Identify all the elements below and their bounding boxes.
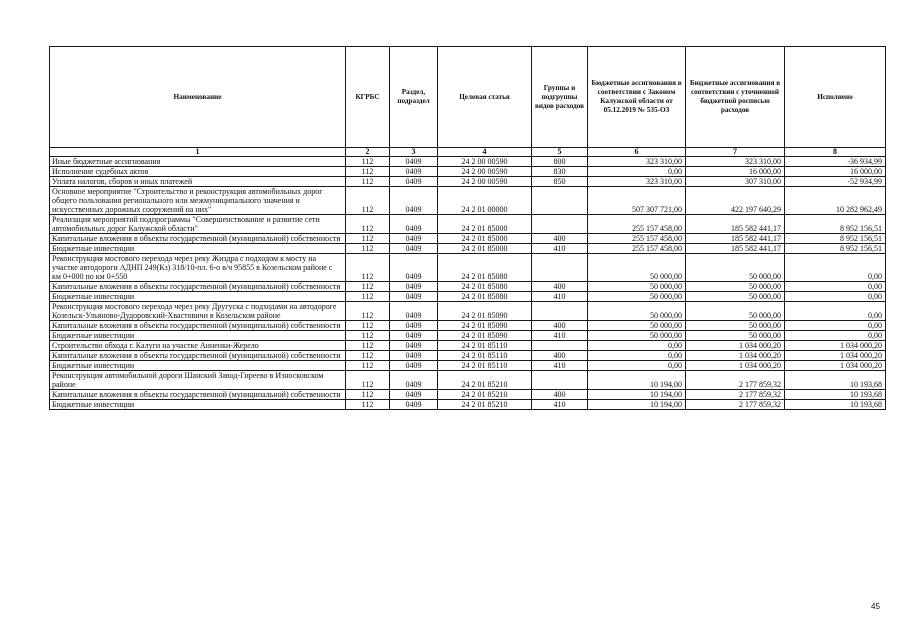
cell-law-allocation: 50 000,00	[588, 254, 686, 282]
column-number: 3	[390, 148, 438, 157]
table-row	[50, 371, 886, 390]
cell-name: Реконструкция автомобильной дороги Шанский Завод-Гиреево в Износковском районе	[50, 371, 346, 390]
cell-group: 410	[532, 361, 588, 371]
cell-refined-allocation: 422 197 640,29	[686, 187, 785, 215]
cell-kgrbs: 112	[346, 351, 390, 361]
cell-kgrbs: 112	[346, 361, 390, 371]
cell-name: Строительство обхода г. Калуги на участке Анненки-Жерело	[50, 341, 346, 351]
column-number-row	[50, 148, 886, 157]
cell-group	[532, 302, 588, 321]
cell-law-allocation: 50 000,00	[588, 282, 686, 292]
cell-law-allocation: 0,00	[588, 167, 686, 177]
cell-group: 400	[532, 390, 588, 400]
cell-group	[532, 254, 588, 282]
cell-executed: 1 034 000,20	[785, 361, 886, 371]
cell-law-allocation: 10 194,00	[588, 400, 686, 410]
cell-section: 0409	[390, 341, 438, 351]
cell-name: Бюджетные инвестиции	[50, 361, 346, 371]
table-row	[50, 361, 886, 371]
cell-name: Основное мероприятие "Строительство и реконструкция автомобильных дорог общего пользования регионального или межмуниципального значения и искусственных дорожных сооружений на них"	[50, 187, 346, 215]
header-target: Целевая статья	[438, 47, 532, 148]
cell-target: 24 2 01 85080	[438, 292, 532, 302]
cell-section: 0409	[390, 400, 438, 410]
cell-group: 400	[532, 282, 588, 292]
column-number: 6	[588, 148, 686, 157]
header-kgrbs: КГРБС	[346, 47, 390, 148]
cell-target: 24 2 00 00590	[438, 157, 532, 167]
cell-group: 410	[532, 292, 588, 302]
cell-group: 850	[532, 177, 588, 187]
cell-target: 24 2 01 85110	[438, 341, 532, 351]
cell-group	[532, 371, 588, 390]
cell-law-allocation: 255 157 458,00	[588, 244, 686, 254]
cell-kgrbs: 112	[346, 321, 390, 331]
cell-name: Иные бюджетные ассигнования	[50, 157, 346, 167]
cell-executed: 0,00	[785, 321, 886, 331]
cell-refined-allocation: 50 000,00	[686, 331, 785, 341]
cell-refined-allocation: 1 034 000,20	[686, 361, 785, 371]
cell-group: 400	[532, 321, 588, 331]
cell-executed: 10 282 962,49	[785, 187, 886, 215]
cell-law-allocation: 0,00	[588, 341, 686, 351]
cell-section: 0409	[390, 244, 438, 254]
cell-kgrbs: 112	[346, 341, 390, 351]
table-row	[50, 282, 886, 292]
cell-section: 0409	[390, 351, 438, 361]
cell-law-allocation: 323 310,00	[588, 157, 686, 167]
cell-section: 0409	[390, 177, 438, 187]
cell-law-allocation: 50 000,00	[588, 331, 686, 341]
cell-target: 24 2 01 00000	[438, 187, 532, 215]
column-number: 5	[532, 148, 588, 157]
cell-refined-allocation: 1 034 000,20	[686, 351, 785, 361]
cell-refined-allocation: 50 000,00	[686, 282, 785, 292]
cell-name: Капитальные вложения в объекты государственной (муниципальной) собственности	[50, 351, 346, 361]
cell-group: 410	[532, 244, 588, 254]
cell-section: 0409	[390, 254, 438, 282]
column-number: 4	[438, 148, 532, 157]
cell-refined-allocation: 50 000,00	[686, 302, 785, 321]
cell-executed: 10 193,68	[785, 371, 886, 390]
cell-group	[532, 215, 588, 234]
cell-target: 24 2 01 85000	[438, 215, 532, 234]
column-number: 1	[50, 148, 346, 157]
cell-target: 24 2 01 85110	[438, 361, 532, 371]
cell-section: 0409	[390, 390, 438, 400]
table-row	[50, 167, 886, 177]
cell-section: 0409	[390, 187, 438, 215]
table-row	[50, 187, 886, 215]
page-number: 45	[871, 602, 880, 611]
table-row	[50, 390, 886, 400]
cell-refined-allocation: 50 000,00	[686, 321, 785, 331]
budget-report-sheet	[49, 46, 885, 410]
table-row	[50, 244, 886, 254]
cell-law-allocation: 0,00	[588, 351, 686, 361]
cell-name: Бюджетные инвестиции	[50, 331, 346, 341]
header-name: Наименование	[50, 47, 346, 148]
cell-law-allocation: 255 157 458,00	[588, 234, 686, 244]
cell-executed: -52 934,99	[785, 177, 886, 187]
cell-executed: 0,00	[785, 292, 886, 302]
cell-executed: 8 952 156,51	[785, 215, 886, 234]
cell-executed: 0,00	[785, 331, 886, 341]
table-row	[50, 400, 886, 410]
cell-law-allocation: 10 194,00	[588, 371, 686, 390]
table-row	[50, 292, 886, 302]
cell-name: Исполнение судебных актов	[50, 167, 346, 177]
cell-name: Бюджетные инвестиции	[50, 400, 346, 410]
column-number: 2	[346, 148, 390, 157]
table-row	[50, 157, 886, 167]
cell-kgrbs: 112	[346, 254, 390, 282]
cell-target: 24 2 01 85210	[438, 390, 532, 400]
cell-name: Реконструкция мостового перехода через реку Жиздра с подходом к мосту на участке автодороги АДНП 249(Кз) 318/10-пл. 6-о в/ч 95855 в Козельском районе с км 0+000 по км 0+550	[50, 254, 346, 282]
cell-kgrbs: 112	[346, 234, 390, 244]
cell-executed: 0,00	[785, 254, 886, 282]
cell-executed: 10 193,68	[785, 400, 886, 410]
cell-target: 24 2 01 85110	[438, 351, 532, 361]
cell-group: 830	[532, 167, 588, 177]
cell-name: Капитальные вложения в объекты государственной (муниципальной) собственности	[50, 390, 346, 400]
cell-target: 24 2 01 85090	[438, 331, 532, 341]
cell-section: 0409	[390, 292, 438, 302]
cell-refined-allocation: 185 582 441,17	[686, 215, 785, 234]
cell-kgrbs: 112	[346, 400, 390, 410]
table-row	[50, 321, 886, 331]
cell-name: Капитальные вложения в объекты государственной (муниципальной) собственности	[50, 282, 346, 292]
cell-group: 410	[532, 331, 588, 341]
table-body	[50, 157, 886, 410]
cell-target: 24 2 01 85090	[438, 302, 532, 321]
cell-name: Реализация мероприятий подпрограммы "Совершенствование и развитие сети автомобильных дорог Калужской области"	[50, 215, 346, 234]
table-row	[50, 234, 886, 244]
cell-refined-allocation: 50 000,00	[686, 292, 785, 302]
table-row	[50, 351, 886, 361]
cell-target: 24 2 01 85080	[438, 254, 532, 282]
cell-section: 0409	[390, 321, 438, 331]
header-groups: Группы и подгруппы видов расходов	[532, 47, 588, 148]
budget-table	[49, 46, 886, 410]
cell-refined-allocation: 307 310,00	[686, 177, 785, 187]
header-law-allocations: Бюджетные ассигнования в соответствии с Законом Калужской области от 05.12.2019 № 535-ОЗ	[588, 47, 686, 148]
header-executed: Исполнено	[785, 47, 886, 148]
cell-refined-allocation: 323 310,00	[686, 157, 785, 167]
column-number: 7	[686, 148, 785, 157]
cell-section: 0409	[390, 282, 438, 292]
cell-refined-allocation: 2 177 859,32	[686, 371, 785, 390]
cell-group	[532, 187, 588, 215]
table-row	[50, 177, 886, 187]
cell-section: 0409	[390, 371, 438, 390]
cell-kgrbs: 112	[346, 292, 390, 302]
cell-group: 800	[532, 157, 588, 167]
cell-executed: 0,00	[785, 302, 886, 321]
cell-executed: 1 034 000,20	[785, 351, 886, 361]
cell-name: Капитальные вложения в объекты государственной (муниципальной) собственности	[50, 234, 346, 244]
cell-refined-allocation: 185 582 441,17	[686, 244, 785, 254]
cell-kgrbs: 112	[346, 187, 390, 215]
cell-kgrbs: 112	[346, 167, 390, 177]
cell-executed: 8 952 156,51	[785, 234, 886, 244]
cell-executed: 10 193,68	[785, 390, 886, 400]
cell-law-allocation: 255 157 458,00	[588, 215, 686, 234]
cell-kgrbs: 112	[346, 215, 390, 234]
cell-law-allocation: 0,00	[588, 361, 686, 371]
table-row	[50, 254, 886, 282]
cell-group	[532, 341, 588, 351]
cell-kgrbs: 112	[346, 390, 390, 400]
table-row	[50, 215, 886, 234]
cell-section: 0409	[390, 157, 438, 167]
table-row	[50, 302, 886, 321]
cell-kgrbs: 112	[346, 282, 390, 292]
cell-kgrbs: 112	[346, 244, 390, 254]
cell-law-allocation: 50 000,00	[588, 302, 686, 321]
table-header	[50, 47, 886, 157]
cell-name: Бюджетные инвестиции	[50, 244, 346, 254]
cell-executed: 0,00	[785, 282, 886, 292]
cell-kgrbs: 112	[346, 331, 390, 341]
cell-name: Бюджетные инвестиции	[50, 292, 346, 302]
cell-executed: -36 934,99	[785, 157, 886, 167]
cell-section: 0409	[390, 167, 438, 177]
cell-refined-allocation: 50 000,00	[686, 254, 785, 282]
cell-law-allocation: 10 194,00	[588, 390, 686, 400]
cell-law-allocation: 507 307 721,00	[588, 187, 686, 215]
header-section: Раздел, подраздел	[390, 47, 438, 148]
cell-section: 0409	[390, 234, 438, 244]
cell-kgrbs: 112	[346, 157, 390, 167]
header-refined-allocations: Бюджетные ассигнования в соответствии с уточненной бюджетной росписью расходов	[686, 47, 785, 148]
cell-refined-allocation: 2 177 859,32	[686, 390, 785, 400]
cell-target: 24 2 01 85090	[438, 321, 532, 331]
cell-law-allocation: 50 000,00	[588, 321, 686, 331]
table-row	[50, 341, 886, 351]
cell-group: 410	[532, 400, 588, 410]
cell-kgrbs: 112	[346, 371, 390, 390]
cell-name: Уплата налогов, сборов и иных платежей	[50, 177, 346, 187]
cell-name: Реконструкция мостового перехода через реку Другуска с подходами на автодороге Козельск-Ульяново-Дудоровский-Хвастовичи в Козельском районе	[50, 302, 346, 321]
cell-target: 24 2 00 00590	[438, 177, 532, 187]
cell-refined-allocation: 16 000,00	[686, 167, 785, 177]
cell-target: 24 2 01 85210	[438, 400, 532, 410]
cell-law-allocation: 323 310,00	[588, 177, 686, 187]
cell-section: 0409	[390, 361, 438, 371]
cell-group: 400	[532, 351, 588, 361]
cell-refined-allocation: 2 177 859,32	[686, 400, 785, 410]
cell-target: 24 2 01 85210	[438, 371, 532, 390]
cell-name: Капитальные вложения в объекты государственной (муниципальной) собственности	[50, 321, 346, 331]
cell-section: 0409	[390, 302, 438, 321]
cell-target: 24 2 01 85000	[438, 234, 532, 244]
cell-target: 24 2 00 00590	[438, 167, 532, 177]
cell-group: 400	[532, 234, 588, 244]
cell-executed: 16 000,00	[785, 167, 886, 177]
cell-refined-allocation: 1 034 000,20	[686, 341, 785, 351]
table-row	[50, 331, 886, 341]
cell-law-allocation: 50 000,00	[588, 292, 686, 302]
cell-target: 24 2 01 85080	[438, 282, 532, 292]
cell-executed: 1 034 000,20	[785, 341, 886, 351]
column-number: 8	[785, 148, 886, 157]
cell-refined-allocation: 185 582 441,17	[686, 234, 785, 244]
cell-kgrbs: 112	[346, 302, 390, 321]
cell-kgrbs: 112	[346, 177, 390, 187]
cell-section: 0409	[390, 331, 438, 341]
cell-executed: 8 952 156,51	[785, 244, 886, 254]
cell-target: 24 2 01 85000	[438, 244, 532, 254]
cell-section: 0409	[390, 215, 438, 234]
